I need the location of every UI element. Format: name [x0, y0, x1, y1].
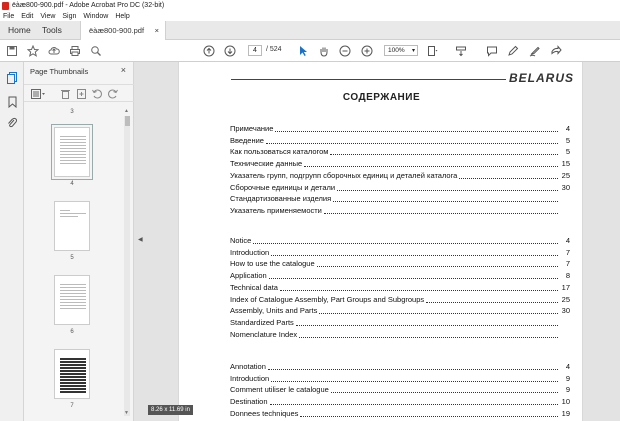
toc-entry-page: 5 [565, 147, 570, 157]
toc-leader-dots [333, 194, 558, 202]
toc-entry[interactable] [230, 183, 570, 193]
save-icon[interactable] [4, 43, 20, 59]
toc-entry[interactable] [230, 194, 570, 204]
hand-tool-icon[interactable] [316, 43, 332, 59]
toc-entry[interactable] [230, 385, 570, 395]
toc-entry-label: Comment utiliser le catalogue [230, 385, 329, 395]
menu-file[interactable]: File [3, 12, 15, 20]
toc-entry[interactable] [230, 159, 570, 169]
menu-edit[interactable]: Edit [21, 12, 34, 20]
thumbnail-page-4[interactable] [54, 127, 90, 177]
toc-entry-label: Как пользоваться каталогом [230, 147, 329, 157]
page-size-indicator: 8.26 x 11.69 in [148, 405, 193, 415]
panel-title: Page Thumbnails [30, 67, 89, 76]
menu-help[interactable]: Help [115, 12, 130, 20]
zoom-in-icon[interactable] [359, 43, 375, 59]
toc-entry[interactable] [230, 124, 570, 134]
document-page [178, 62, 583, 421]
chevron-down-icon: ▾ [411, 48, 415, 54]
collapse-panel-arrow-icon[interactable]: ◀ [138, 237, 143, 243]
toc-entry-page: 4 [565, 124, 570, 133]
page-title: СОДЕРЖАНИЕ [342, 92, 421, 103]
title-bar [0, 0, 620, 11]
toc-entry-label: Введение [230, 135, 264, 145]
page-thumbnails-panel [24, 62, 134, 421]
toc-leader-dots [269, 271, 558, 279]
scroll-up-arrow-icon[interactable]: ▲ [124, 108, 129, 114]
thumbnail-page-6[interactable] [54, 275, 90, 325]
thumbnail-page-7[interactable] [54, 349, 90, 399]
insert-page-icon[interactable] [75, 88, 87, 100]
toc-leader-dots [459, 171, 558, 179]
bookmark-star-icon[interactable] [25, 43, 41, 59]
scroll-mode-icon[interactable] [453, 43, 469, 59]
toc-entry-label: Указатель групп, подгрупп сборочных единиц и деталей каталога [230, 170, 458, 180]
toc-entry-label: Introduction [230, 373, 270, 383]
thumbnail-label: 5 [70, 255, 74, 261]
toc-entry[interactable] [230, 248, 570, 258]
toc-entry-page: 7 [565, 247, 570, 257]
toc-entry-label: Technical data [230, 282, 278, 292]
toc-leader-dots [337, 183, 558, 191]
toc-entry-page [560, 194, 570, 204]
toc-leader-dots [317, 259, 558, 267]
toc-entry-page: 25 [561, 170, 570, 180]
toc-leader-dots [319, 306, 558, 314]
toc-entry-page: 9 [565, 385, 570, 395]
brand-logo: BELARUS [509, 71, 575, 85]
share-icon[interactable] [548, 43, 564, 59]
toc-leader-dots [253, 236, 558, 244]
toc-entry-page [560, 206, 570, 216]
toc-entry-page: 4 [565, 362, 570, 371]
toc-entry-label: Standardized Parts [230, 317, 294, 327]
select-cursor-icon[interactable] [295, 43, 311, 59]
toc-leader-dots [304, 159, 558, 167]
toc-entry[interactable] [230, 409, 570, 419]
toc-leader-dots [268, 362, 558, 370]
toc-entry-page [560, 330, 570, 340]
rotate-right-icon[interactable] [107, 88, 119, 100]
toc-entry-label: Примечание [230, 124, 274, 133]
toc-entry[interactable] [230, 206, 570, 216]
toc-entry-page: 9 [565, 373, 570, 383]
toc-entry-label: Donnees techniques [230, 408, 299, 418]
toc-entry[interactable] [230, 271, 570, 281]
toc-leader-dots [271, 248, 558, 256]
toc-leader-dots [330, 147, 558, 155]
menu-view[interactable]: View [40, 12, 56, 20]
toc-entry-page: 25 [561, 294, 570, 304]
thumbnail-label: 7 [70, 403, 74, 409]
close-panel-icon[interactable]: × [120, 65, 126, 75]
toc-leader-dots [324, 206, 558, 214]
main-toolbar [0, 40, 620, 62]
toc-entry-label: Introduction [230, 247, 270, 257]
toc-entry-page [560, 318, 570, 328]
toc-entry-label: Указатель применяемости [230, 205, 322, 215]
menu-bar [0, 11, 620, 21]
toc-entry-page: 30 [561, 306, 570, 316]
attachments-icon[interactable] [5, 116, 19, 130]
scroll-down-arrow-icon[interactable]: ▼ [124, 410, 129, 416]
thumbnail-label: 6 [70, 329, 74, 335]
toc-entry-label: Index of Catalogue Assembly, Part Groups and Subgroups [230, 294, 425, 304]
toc-entry-label: Стандартизованные изделия [230, 194, 332, 204]
toc-entry-page: 17 [561, 282, 570, 292]
toc-leader-dots [266, 136, 558, 144]
toc-entry-label: Технические данные [230, 159, 303, 169]
toc-entry[interactable] [230, 136, 570, 146]
toc-entry-label: Сборочные единицы и детали [230, 182, 336, 192]
tab-document-label: ëàæ800-900.pdf [89, 26, 145, 35]
toc-entry-page: 8 [565, 271, 570, 281]
toc-entry-label: Destination [230, 397, 268, 407]
toc-entry[interactable] [230, 362, 570, 372]
toc-entry-page: 30 [561, 182, 570, 192]
toc-entry[interactable] [230, 318, 570, 328]
tab-document[interactable] [80, 21, 166, 41]
toc-entry[interactable] [230, 236, 570, 246]
page-number-input[interactable]: 4 [248, 45, 262, 56]
toc-leader-dots [331, 385, 558, 393]
page-total: / 524 [266, 46, 282, 53]
zoom-out-icon[interactable] [337, 43, 353, 59]
acrobat-icon [2, 2, 9, 10]
toc-entry-page: 15 [561, 159, 570, 169]
delete-page-icon[interactable] [59, 88, 71, 100]
tab-tools[interactable]: Tools [42, 25, 62, 35]
thumbnail-page-5[interactable] [54, 201, 90, 251]
header-rule [231, 79, 506, 80]
toc-entry-label: Notice [230, 236, 252, 245]
toc-entry[interactable] [230, 330, 570, 340]
toc-entry[interactable] [230, 259, 570, 269]
panel-toolbar [24, 84, 134, 102]
thumbnail-scrollbar[interactable] [124, 116, 130, 416]
zoom-level-value: 100% [388, 47, 405, 54]
toc-entry-label: Annotation [230, 362, 266, 371]
toc-entry[interactable] [230, 171, 570, 181]
thumbnail-label: 3 [70, 109, 74, 115]
toc-entry-label: Assembly, Units and Parts [230, 306, 318, 316]
search-icon[interactable] [88, 43, 104, 59]
toc-entry[interactable] [230, 283, 570, 293]
thumbnail-scrollbar-thumb[interactable] [125, 116, 130, 126]
thumbnail-options-icon[interactable] [30, 88, 48, 100]
page-layout-icon[interactable] [425, 43, 441, 59]
bookmarks-icon[interactable] [5, 95, 19, 109]
zoom-level-select[interactable] [384, 45, 418, 56]
toc-leader-dots [299, 330, 558, 338]
draw-signature-icon[interactable] [527, 43, 543, 59]
page-thumbnails-icon[interactable] [5, 71, 19, 85]
menu-window[interactable]: Window [83, 12, 109, 20]
tab-home[interactable]: Home [8, 25, 31, 35]
toc-leader-dots [300, 409, 558, 417]
highlight-pen-icon[interactable] [505, 43, 521, 59]
toc-leader-dots [271, 374, 558, 382]
close-tab-icon[interactable]: × [154, 26, 159, 35]
thumbnail-list [24, 103, 124, 421]
toc-leader-dots [280, 283, 558, 291]
toc-entry-label: Application [230, 271, 267, 281]
toc-entry-page: 5 [565, 135, 570, 145]
navigation-rail [0, 62, 24, 421]
toc-entry-page: 10 [561, 397, 570, 407]
toc-entry-page: 4 [565, 236, 570, 245]
toc-entry[interactable] [230, 147, 570, 157]
next-page-icon[interactable] [222, 43, 238, 59]
toc-entry[interactable] [230, 397, 570, 407]
upload-cloud-icon[interactable] [46, 43, 62, 59]
toc-entry[interactable] [230, 306, 570, 316]
toc-entry[interactable] [230, 374, 570, 384]
thumbnail-label: 4 [70, 181, 74, 187]
toc-entry-page: 7 [565, 259, 570, 269]
print-icon[interactable] [67, 43, 83, 59]
rotate-left-icon[interactable] [91, 88, 103, 100]
toc-entry[interactable] [230, 295, 570, 305]
window-title: ëàæ800-900.pdf - Adobe Acrobat Pro DC (32-bit) [12, 2, 165, 9]
toc-entry-label: How to use the catalogue [230, 259, 315, 269]
toc-leader-dots [270, 397, 558, 405]
toc-leader-dots [275, 124, 558, 132]
toc-leader-dots [426, 295, 558, 303]
comment-icon[interactable] [484, 43, 500, 59]
toc-leader-dots [296, 318, 558, 326]
menu-sign[interactable]: Sign [62, 12, 77, 20]
toc-entry-label: Nomenclature Index [230, 329, 298, 339]
toc-entry-page: 19 [561, 408, 570, 418]
previous-page-icon[interactable] [201, 43, 217, 59]
tab-bar [0, 21, 620, 40]
